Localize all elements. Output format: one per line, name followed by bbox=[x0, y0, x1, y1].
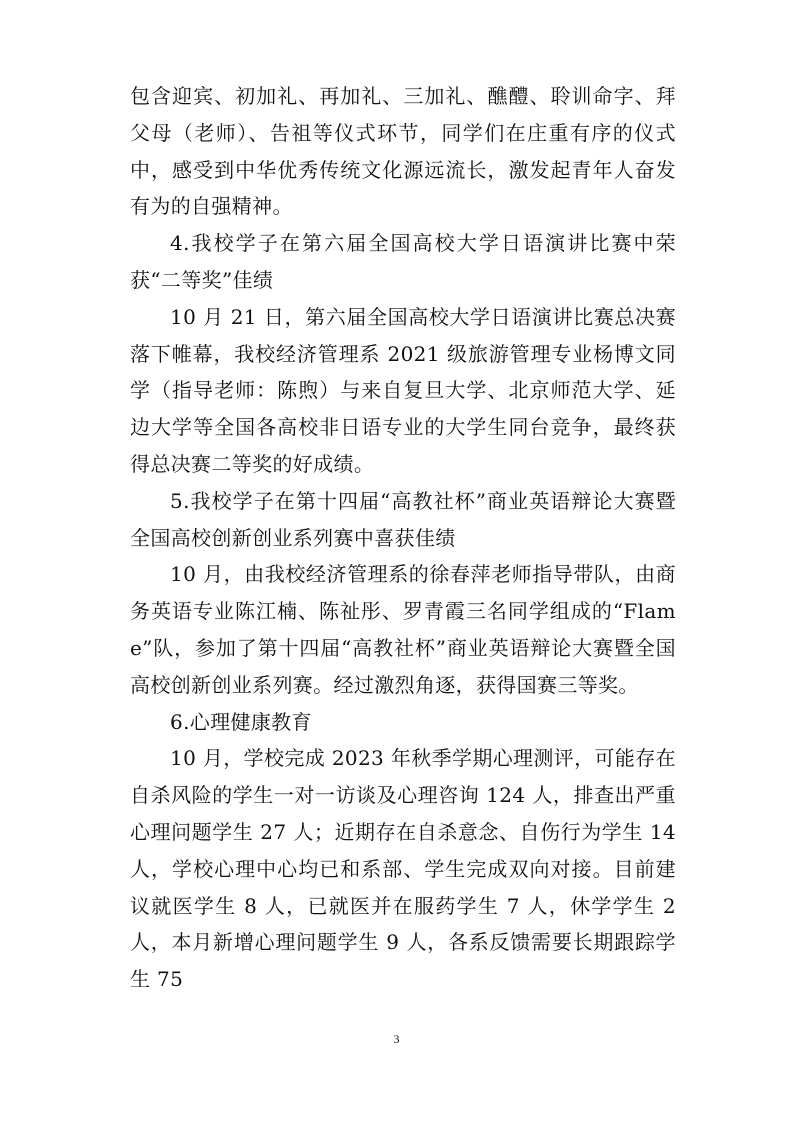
heading-business-english-debate: 5.我校学子在第十四届“高教社杯”商业英语辩论大赛暨全国高校创新创业系列赛中喜获佳绩 bbox=[130, 488, 676, 550]
heading-mental-health-education: 6.心理健康教育 bbox=[170, 709, 312, 734]
paragraph-japanese-speech-contest: 10 月 21 日，第六届全国高校大学日语演讲比赛总决赛落下帷幕，我校经济管理系 2021 级旅游管理专业杨博文同学（指导老师：陈煦）与来自复旦大学、北京师范大学、延边大学等全国各高校非日语专业的大学生同台竞争，最终获得总决赛二等奖的好成绩。 bbox=[130, 304, 676, 476]
page-number: 3 bbox=[393, 1032, 400, 1046]
paragraph-business-english-debate: 10 月，由我校经济管理系的徐春萍老师指导带队，由商务英语专业陈江楠、陈祉彤、罗青霞三名同学组成的“Flame”队，参加了第十四届“高教社杯”商业英语辩论大赛暨全国高校创新创业系列赛。经过激烈角逐，获得国赛三等奖。 bbox=[130, 562, 676, 697]
document-body bbox=[130, 78, 676, 998]
paragraph-mental-health-education: 10 月，学校完成 2023 年秋季学期心理测评，可能存在自杀风险的学生一对一访谈及心理咨询 124 人，排查出严重心理问题学生 27 人；近期存在自杀意念、自伤行为学生 14 人，学校心理中心均已和系部、学生完成双向对接。目前建议就医学生 8 人，已就医并在服药学生 7 人，休学学生 2 人，本月新增心理问题学生 9 人，各系反馈需要长期跟踪学生 75 bbox=[130, 746, 676, 992]
paragraph-ceremony-continuation: 包含迎宾、初加礼、再加礼、三加礼、醮醴、聆训命字、拜父母（老师）、告祖等仪式环节，同学们在庄重有序的仪式中，感受到中华优秀传统文化源远流长，激发起青年人奋发有为的自强精神。 bbox=[130, 84, 676, 219]
heading-japanese-speech-contest: 4.我校学子在第六届全国高校大学日语演讲比赛中荣获“二等奖”佳绩 bbox=[130, 231, 676, 292]
